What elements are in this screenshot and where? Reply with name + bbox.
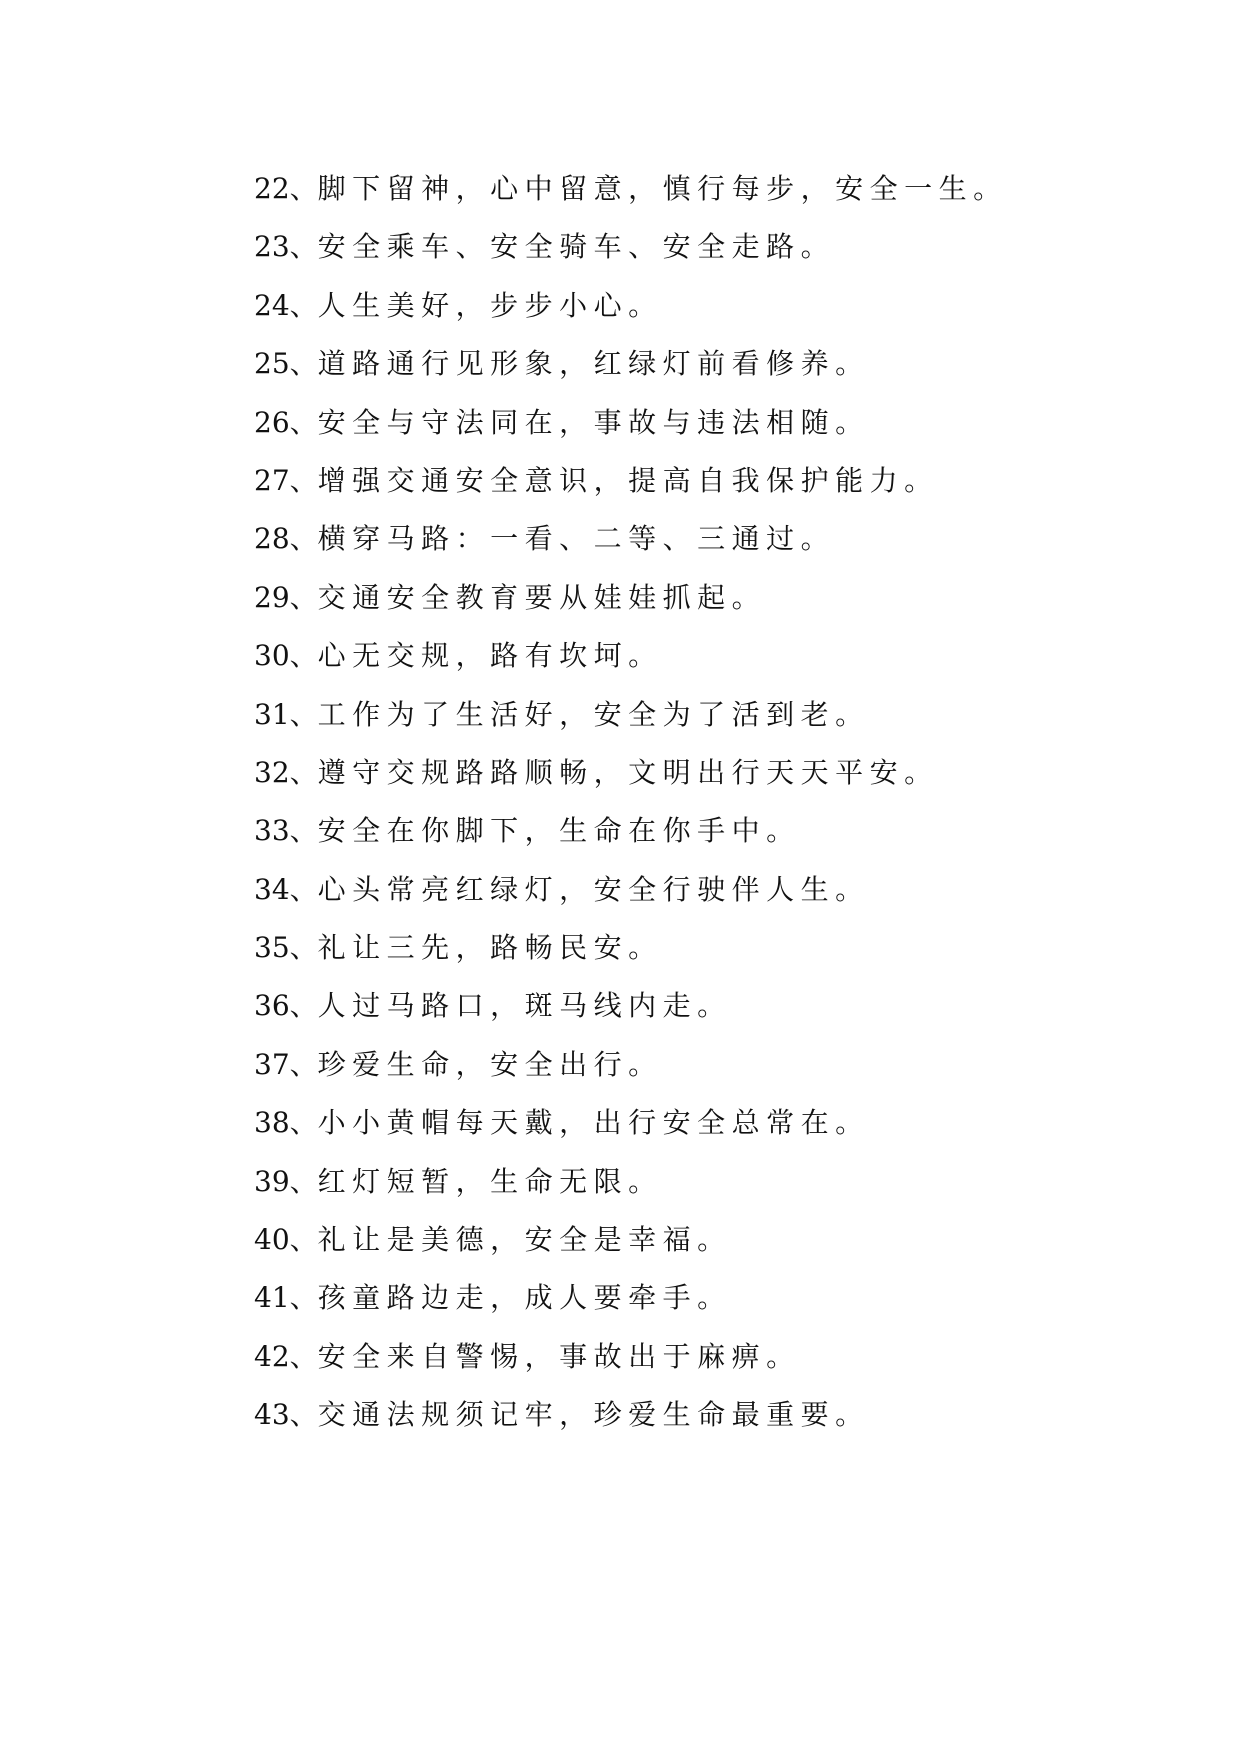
list-item [254,1269,1154,1327]
item-number: 28、 [254,522,318,556]
item-text: 增强交通安全意识，提高自我保护能力。 [317,463,939,497]
item-number: 31、 [254,697,318,731]
item-text: 安全来自警惕，事故出于麻痹。 [317,1339,801,1373]
item-number: 23、 [254,230,318,264]
item-number: 39、 [254,1164,318,1198]
item-number: 26、 [254,405,318,439]
item-number: 37、 [254,1047,318,1081]
list-item [254,1386,1154,1444]
slogan-list [254,160,1154,1445]
item-text: 心头常亮红绿灯，安全行驶伴人生。 [317,872,870,906]
item-number: 22、 [254,172,318,205]
list-item [254,1036,1154,1094]
item-number: 34、 [254,872,318,906]
item-text: 孩童路边走，成人要牵手。 [317,1281,732,1315]
list-item [254,510,1154,568]
item-text: 交通安全教育要从娃娃抓起。 [317,580,767,614]
list-item [254,394,1154,452]
item-text: 安全在你脚下，生命在你手中。 [317,814,801,848]
item-text: 横穿马路：一看、二等、三通过。 [317,522,836,556]
item-text: 珍爱生命，安全出行。 [317,1047,663,1081]
item-text: 小小黄帽每天戴，出行安全总常在。 [317,1106,870,1140]
item-text: 道路通行见形象，红绿灯前看修养。 [317,347,870,381]
item-number: 27、 [254,463,318,497]
item-text: 红灯短暂，生命无限。 [317,1164,663,1198]
list-item [254,335,1154,393]
item-number: 42、 [254,1339,318,1373]
list-item [254,1211,1154,1269]
item-text: 人过马路口，斑马线内走。 [317,989,732,1023]
list-item [254,919,1154,977]
item-number: 30、 [254,639,318,673]
list-item [254,218,1154,276]
item-text: 礼让是美德，安全是幸福。 [317,1223,732,1257]
item-text: 心无交规，路有坎坷。 [317,639,663,673]
list-item [254,744,1154,802]
item-text: 遵守交规路路顺畅，文明出行天天平安。 [317,755,939,789]
list-item [254,1153,1154,1211]
item-text: 交通法规须记牢，珍爱生命最重要。 [317,1398,870,1432]
item-text: 人生美好，步步小心。 [317,288,663,322]
list-item [254,1328,1154,1386]
item-number: 43、 [254,1398,318,1432]
item-text: 安全乘车、安全骑车、安全走路。 [317,230,836,264]
item-text: 礼让三先，路畅民安。 [317,931,663,965]
item-number: 38、 [254,1106,318,1140]
item-number: 25、 [254,347,318,381]
item-number: 32、 [254,755,318,789]
list-item [254,861,1154,919]
item-text: 脚下留神，心中留意，慎行每步，安全一生。 [317,172,1008,205]
list-item [254,569,1154,627]
item-number: 24、 [254,288,318,322]
list-item [254,452,1154,510]
list-item [254,160,1154,218]
item-text: 工作为了生活好，安全为了活到老。 [317,697,870,731]
list-item [254,977,1154,1035]
item-number: 33、 [254,814,318,848]
list-item [254,1094,1154,1152]
item-number: 29、 [254,580,318,614]
item-number: 41、 [254,1281,318,1315]
item-number: 35、 [254,931,318,965]
list-item [254,627,1154,685]
list-item [254,686,1154,744]
list-item [254,802,1154,860]
item-text: 安全与守法同在，事故与违法相随。 [317,405,870,439]
list-item [254,277,1154,335]
item-number: 36、 [254,989,318,1023]
item-number: 40、 [254,1223,318,1257]
